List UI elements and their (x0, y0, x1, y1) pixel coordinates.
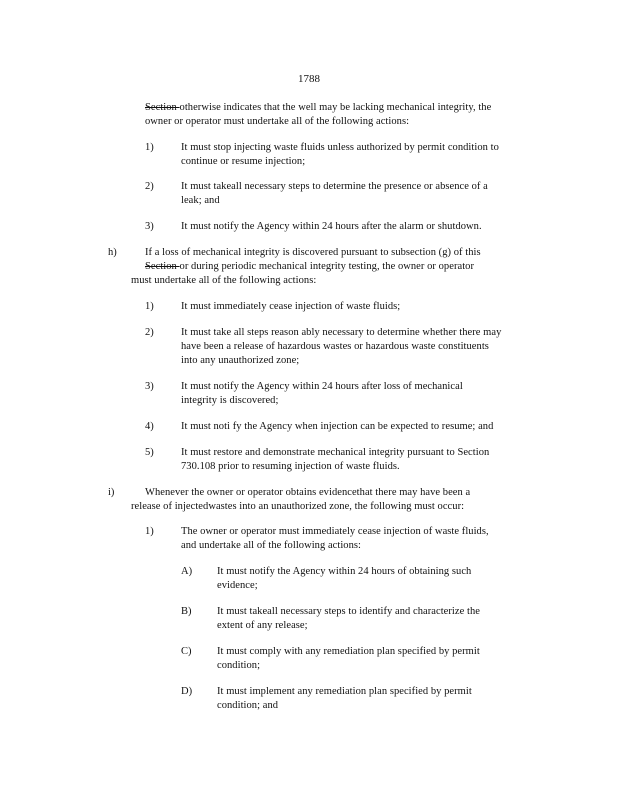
list-item-text: integrity is discovered; (181, 395, 279, 406)
list-item-text: continue or resume injection; (181, 156, 306, 167)
list-item-text: It must restore and demonstrate mechanical integrity pursuant to Section (181, 447, 490, 458)
subsection-label: i) (108, 487, 115, 498)
list-item-text: It must notify the Agency within 24 hours after the alarm or shutdown. (181, 221, 482, 232)
subsection-line-1: If a loss of mechanical integrity is discovered pursuant to subsection (g) of this (145, 247, 481, 258)
item-number: 1) (145, 142, 154, 153)
item-number: 2) (145, 327, 154, 338)
subitem-text: extent of any release; (217, 620, 308, 631)
list-item-text: into any unauthorized zone; (181, 355, 300, 366)
subitem-text: condition; (217, 660, 261, 671)
intro-line-1: Section otherwise indicates that the well may be lacking mechanical integrity, the (145, 102, 492, 113)
list-item-text: It must noti fy the Agency when injection can be expected to resume; and (181, 421, 494, 432)
intro-line-2: owner or operator must undertake all of the following actions: (145, 116, 410, 127)
subitem-text: It must comply with any remediation plan specified by permit (217, 646, 480, 657)
subitem-text: It must implement any remediation plan specified by permit (217, 686, 472, 697)
subitem-text: condition; and (217, 700, 279, 711)
list-item-text: The owner or operator must immediately cease injection of waste fluids, (181, 526, 489, 537)
subitem-text: evidence; (217, 580, 258, 591)
deleted-text: Section (145, 261, 180, 272)
subsection-line-3: must undertake all of the following actions: (131, 275, 317, 286)
subitem-letter: C) (181, 646, 192, 657)
list-item-text: It must immediately cease injection of waste fluids; (181, 301, 401, 312)
list-item-text: leak; and (181, 195, 220, 206)
subsection-label: h) (108, 247, 117, 258)
list-item-text: It must stop injecting waste fluids unless authorized by permit condition to (181, 142, 499, 153)
item-number: 5) (145, 447, 154, 458)
item-number: 1) (145, 526, 154, 537)
list-item-text: It must take all steps reason ably necessary to determine whether there may (181, 327, 502, 338)
list-item-text: 730.108 prior to resuming injection of waste fluids. (181, 461, 400, 472)
subitem-letter: D) (181, 686, 193, 697)
list-item-text: and undertake all of the following actions: (181, 540, 362, 551)
item-number: 4) (145, 421, 154, 432)
subitem-text: It must takeall necessary steps to identify and characterize the (217, 606, 480, 617)
subitem-text: It must notify the Agency within 24 hours of obtaining such (217, 566, 472, 577)
list-item-text: It must takeall necessary steps to determine the presence or absence of a (181, 181, 488, 192)
list-item-text: It must notify the Agency within 24 hours after loss of mechanical (181, 381, 463, 392)
subsection-line-2: Section or during periodic mechanical integrity testing, the owner or operator (145, 261, 475, 272)
list-item-text: have been a release of hazardous wastes or hazardous waste constituents (181, 341, 489, 352)
page-number: 1788 (298, 73, 320, 85)
item-number: 3) (145, 221, 154, 232)
item-number: 2) (145, 181, 154, 192)
deleted-text: Section (145, 102, 180, 113)
item-number: 1) (145, 301, 154, 312)
item-number: 3) (145, 381, 154, 392)
subsection-line-2: release of injectedwastes into an unauthorized zone, the following must occur: (131, 501, 465, 512)
subitem-letter: B) (181, 606, 192, 617)
subsection-line-1: Whenever the owner or operator obtains evidencethat there may have been a (145, 487, 471, 498)
subitem-letter: A) (181, 566, 193, 577)
